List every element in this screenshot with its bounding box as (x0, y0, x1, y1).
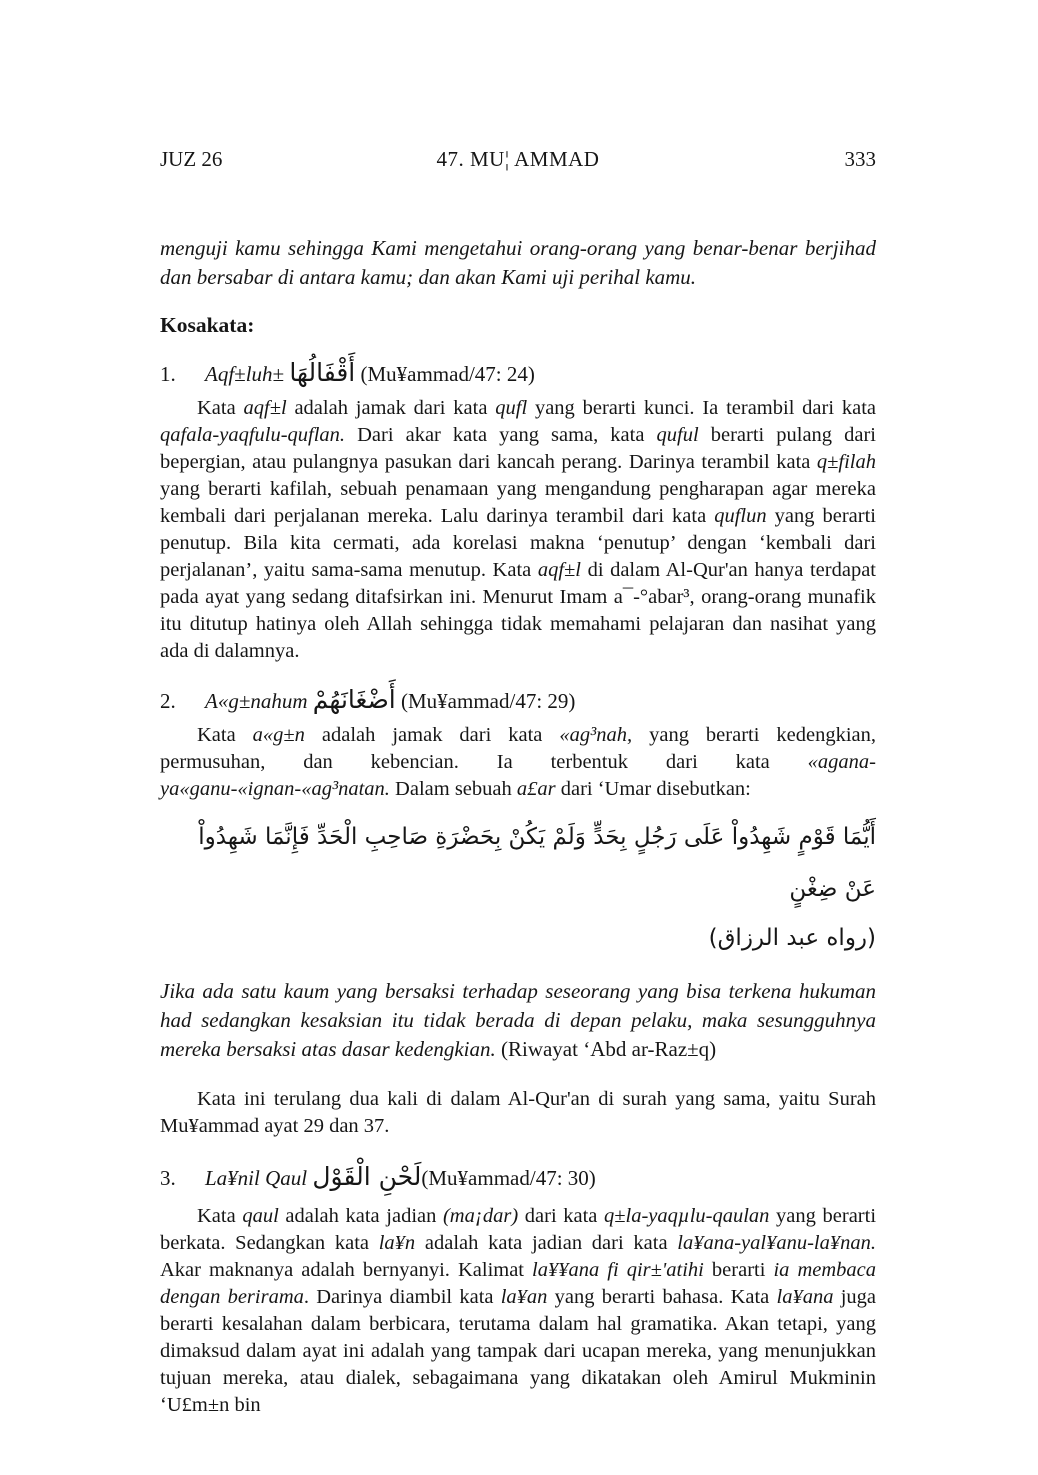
hadith-translation: Jika ada satu kaum yang bersaksi terhadap seseorang yang bisa terkena hukuman had sedangkan kesaksian itu tidak berada di depan pelaku, maka sesungguhnya mereka bersaksi atas dasar kedengkian. (Riwayat ‘Abd ar-Raz±q) (160, 979, 876, 1061)
hadith-arabic-text: أَيُّمَا قَوْمٍ شَهِدُواْ عَلَى رَجُلٍ بِحَدٍّ وَلَمْ يَكُنْ بِحَضْرَةِ صَاحِبِ الْحَدِّ فَإِنَّمَا شَهِدُواْ عَنْ ضِغْنٍ (198, 824, 876, 902)
entry-2-title (160, 679, 876, 722)
hadith-arabic-block (160, 811, 876, 961)
page-number: 333 (844, 147, 876, 171)
surah-title: 47. MU¦ AMMAD (436, 147, 600, 171)
entry-1-number: 1. (160, 362, 176, 386)
entry-1-paragraph: Kata aqf±l adalah jamak dari kata qufl yang berarti kunci. Ia terambil dari kata qafala-yaqfulu-quflan. Dari akar kata yang sama, kata quful berarti pulang dari bepergian, atau pulangnya pasukan dari kancah perang. Darinya terambil kata q±filah yang berarti kafilah, sebuah penamaan yang mengandung pengharapan agar mereka kembali dari perjalanan mereka. Lalu darinya terambil dari kata quflun yang berarti penutup. Bila kita cermati, ada korelasi makna ‘penutup’ dengan ‘kembali dari perjalanan’, yaitu sama-sama menutup. Kata aqf±l di dalam Al-Qur'an hanya terdapat pada ayat yang sedang ditafsirkan ini. Menurut Imam a¯-°abar³, orang-orang munafik itu ditutup hatinya oleh Allah sehingga tidak memahami pelajaran dan nasihat yang ada di dalamnya. (160, 397, 876, 662)
hadith-narrator-arabic: (رواه عبد الرزاق) (708, 925, 876, 951)
vocab-entry-3 (160, 1156, 876, 1419)
entry-1-title (160, 352, 876, 395)
juz-label: JUZ 26 (160, 147, 223, 171)
entry-2-number: 2. (160, 689, 176, 713)
vocab-entry-1 (160, 352, 876, 665)
kosakata-heading: Kosakata: (160, 313, 255, 337)
entry-1-term: Aqf±luh± أَقْفَالُهَا (Mu¥ammad/47: 24) (205, 358, 535, 387)
entry-3-paragraph: Kata qaul adalah kata jadian (ma¡dar) dari kata q±la-yaqµlu-qaulan yang berarti berkata. Sedangkan kata la¥n adalah kata jadian dari kata la¥ana-yal¥anu-la¥nan. Akar maknanya adalah bernyanyi. Kalimat la¥¥ana fi qir±'atihi berarti ia membaca dengan berirama. Darinya diambil kata la¥an yang berarti bahasa. Kata la¥ana juga berarti kesalahan dalam berbicara, terutama dalam hal gramatika. Akan tetapi, yang dimaksud dalam ayat ini adalah yang tampak dari ucapan mereka, yang menunjukkan tujuan mereka, atau dialek, sebagaimana yang dikatakan oleh Amirul Mukminin ‘U£m±n bin (160, 1205, 877, 1416)
verse-translation-intro: menguji kamu sehingga Kami mengetahui orang-orang yang benar-benar berjihad dan bersabar di antara kamu; dan akan Kami uji perihal kamu. (160, 236, 876, 289)
entry-2-term: A«g±nahum أَضْغَانَهُمْ (Mu¥ammad/47: 29) (205, 685, 576, 714)
page-header (160, 146, 876, 172)
entry-2-closing-paragraph: Kata ini terulang dua kali di dalam Al-Qur'an di surah yang sama, yaitu Surah Mu¥ammad ayat 29 dan 37. (160, 1088, 876, 1137)
entry-2-paragraph: Kata a«g±n adalah jamak dari kata «ag³nah, yang berarti kedengkian, permusuhan, dan kebencian. Ia terbentuk dari kata «agana-ya«ganu-«ignan-«ag³natan. Dalam sebuah a£ar dari ‘Umar disebutkan: (160, 724, 876, 800)
entry-3-number: 3. (160, 1166, 176, 1190)
entry-3-term: La¥nil Qaul لَحْنِ الْقَوْل(Mu¥ammad/47: 30) (205, 1162, 596, 1191)
entry-3-title (160, 1156, 876, 1199)
vocab-entry-2 (160, 679, 876, 1140)
